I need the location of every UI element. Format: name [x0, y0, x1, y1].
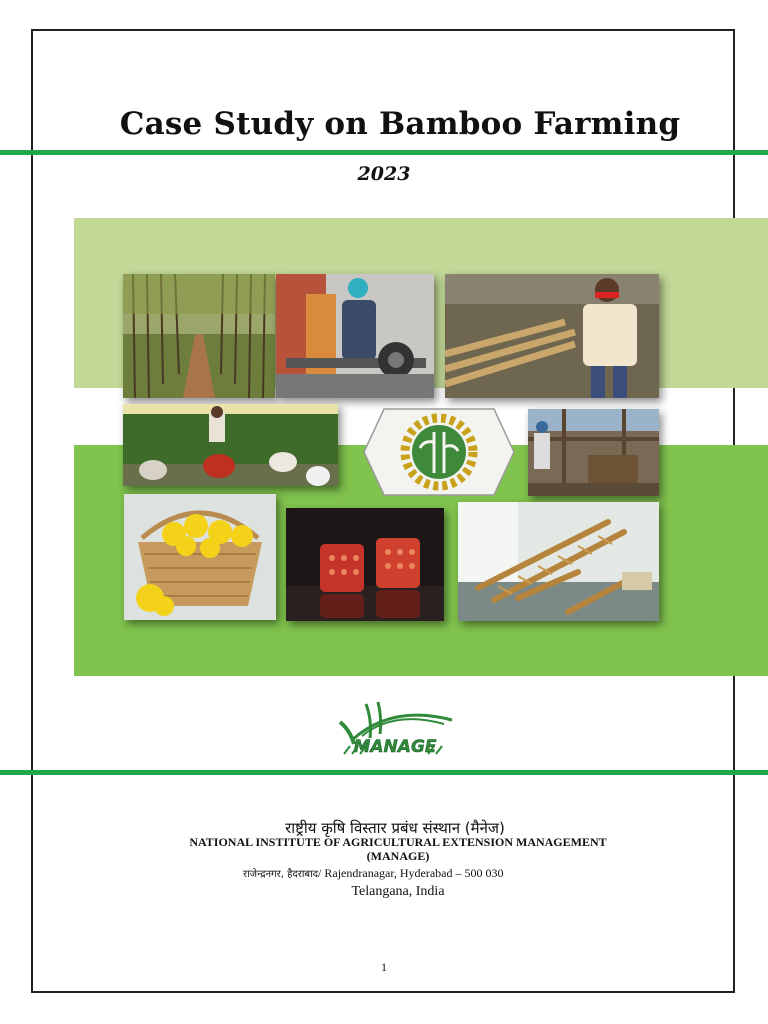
institute-hindi-name: राष्ट्रीय कृषि विस्तार प्रबंध संस्थान (मैनेज)	[285, 819, 505, 837]
address-hindi: राजेन्द्रनगर, हैदराबाद	[243, 869, 319, 880]
institute-name: NATIONAL INSTITUTE OF AGRICULTURAL EXTENSION MANAGEMENT	[189, 835, 607, 849]
institute-address	[243, 866, 583, 881]
bottom-green-rule	[0, 770, 768, 775]
manage-logo-text: MANAGE	[353, 737, 437, 757]
top-green-rule	[0, 150, 768, 155]
bamboo-gear-emblem-icon	[362, 407, 516, 497]
bamboo-nursery-workers-photo	[123, 404, 338, 486]
bamboo-lanterns-photo	[286, 508, 444, 621]
bamboo-basket-flowers-photo	[124, 494, 276, 620]
bamboo-chair-photo	[458, 502, 659, 621]
manage-logo-icon	[332, 700, 458, 764]
address-english: / Rajendranagar, Hyderabad – 500 030	[318, 866, 504, 880]
bamboo-treatment-worker-photo	[445, 274, 659, 398]
document-title: Case Study on Bamboo Farming	[119, 106, 681, 142]
page-number: 1	[381, 960, 387, 974]
document-year: 2023	[357, 163, 411, 185]
bamboo-plantation-photo	[123, 274, 275, 398]
institute-abbreviation: (MANAGE)	[366, 849, 430, 863]
bamboo-machining-worker-photo	[276, 274, 434, 398]
bamboo-workshop-photo	[528, 409, 659, 496]
institute-location: Telangana, India	[351, 884, 445, 899]
